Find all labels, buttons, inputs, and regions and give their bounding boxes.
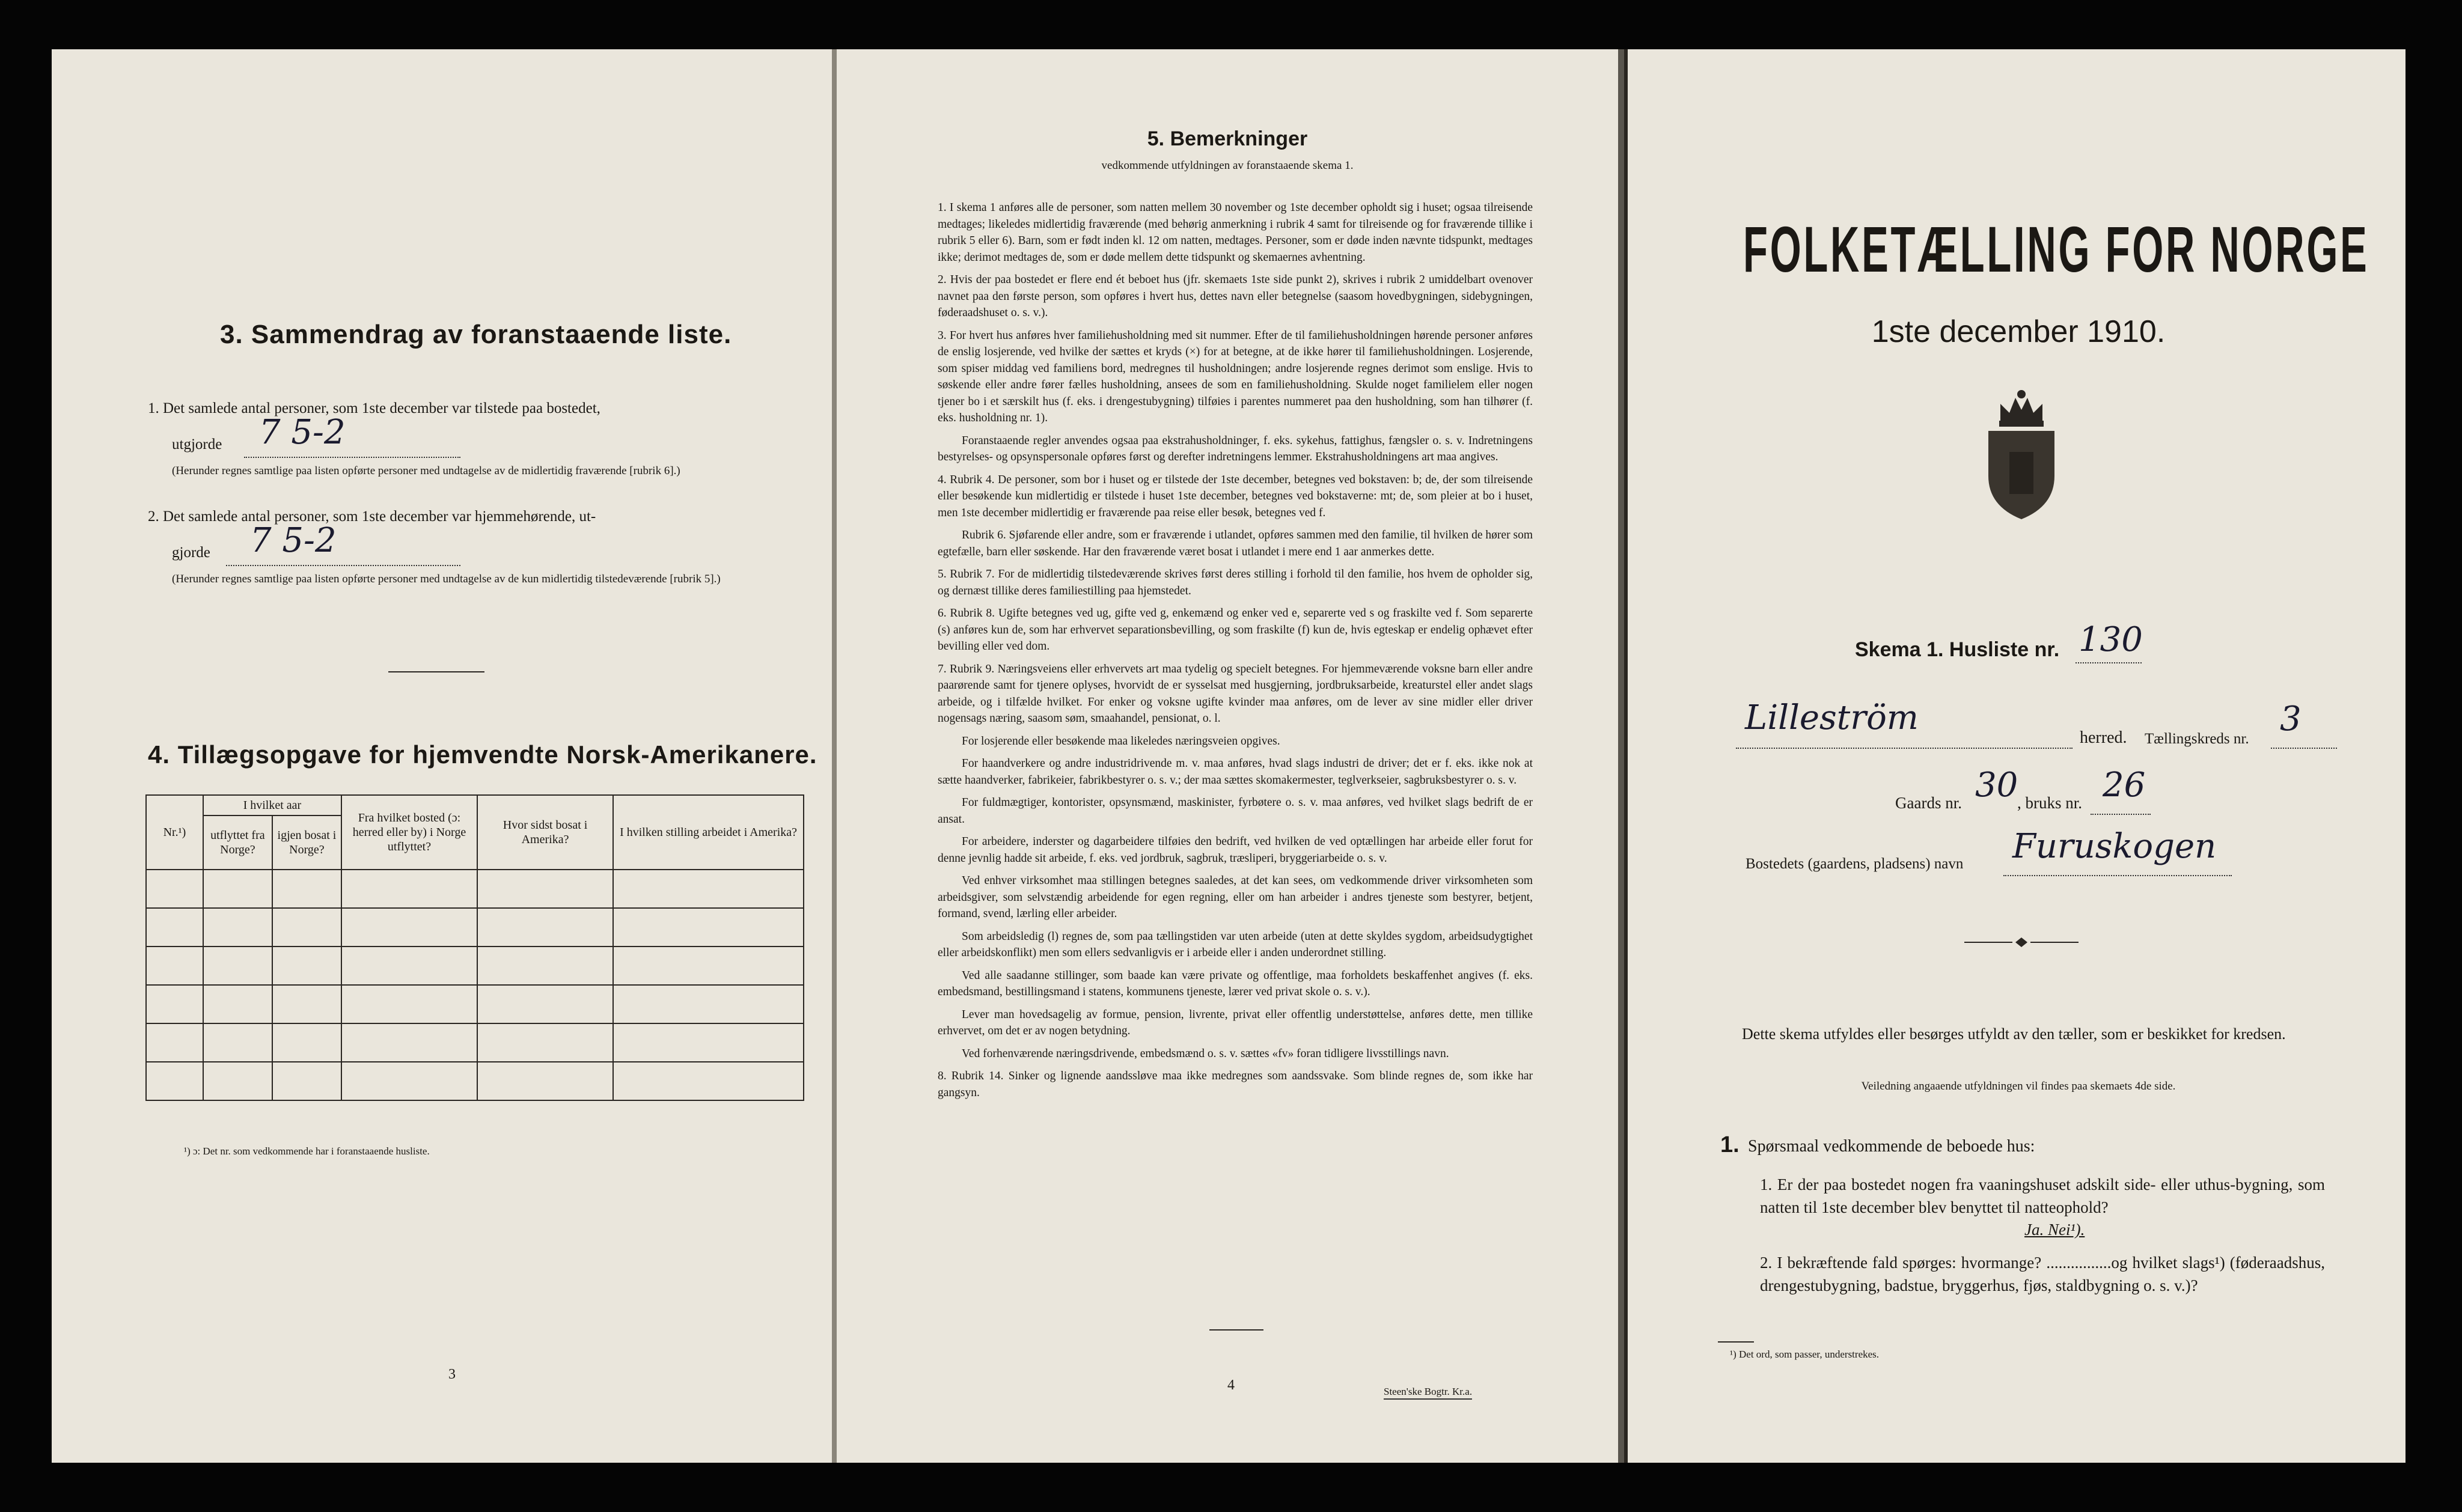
page-fold-left	[832, 49, 837, 1463]
remark-paragraph: 7. Rubrik 9. Næringsveiens eller erhvervets art maa tydelig og specielt betegnes. For hjemmeværende voksne barn eller andre paarørende samt for tjenere oplyses, hvorvidt de er sysselsat med husgjerning, jordbruksarbeide, kreaturstel eller andet slags arbeide, og i tilfælde hvilket. For enker og voksne ugifte kvinder maa anføres, om de lever av sine midler eller driver nogensags næring, saasom søm, smaahandel, pensionat, o. l.	[938, 662, 1533, 725]
page-fold-right	[1618, 49, 1624, 1463]
remarks-body	[938, 200, 1533, 1107]
herred-label: herred.	[2080, 728, 2127, 747]
cover-footnote: ¹) Det ord, som passer, understrekes.	[1730, 1349, 1880, 1360]
remark-paragraph: 2. Hvis der paa bostedet er flere end ét beboet hus (jfr. skemaets 1ste side punkt 2), skrives i rubrik 2 umiddelbart ovenover navnet paa den første person, som opføres i hvert hus, dettes navn eller betegnelse (saasom hovedbygningen, sidebygningen, føderaadshuset o. s. v.).	[938, 273, 1533, 319]
gaards-handwriting: 30	[1975, 766, 2018, 805]
bosted-label: Bostedets (gaardens, pladsens) navn	[1746, 856, 1964, 872]
bosted-handwriting: Furuskogen	[2012, 827, 2217, 866]
question-1-answer: Ja. Nei¹).	[2024, 1221, 2085, 1239]
page-cover	[1624, 49, 2405, 1463]
remark-paragraph: Ved forhenværende næringsdrivende, embedsmænd o. s. v. sættes «fv» foran tidligere livsstillings navn.	[962, 1047, 1449, 1060]
remark-paragraph: 3. For hvert hus anføres hver familiehusholdning med sit nummer. Efter de til familiehusholdningen hørende personer anføres de enslig losjerende, ved hvilke der sættes et kryds (×) for at betegne, at de ikke hører til familiehusholdningen. Losjerende, som spiser middag ved familiens bord, medregnes til husholdningen; andre losjerende regnes derimot som enslige. Hvis to søskende eller andre fører fælles husholdning, ansees de som en familiehusholdning. Skulde noget familielem eller nogen tjener bo i et særskilt hus (f. eks. i drengestubygning) tilføies i parentes nummeret paa den husholdning, som han tilhører (f. eks. husholdning nr. 1).	[938, 329, 1533, 424]
page-number-3: 3	[448, 1367, 456, 1382]
col-position: I hvilken stilling arbeidet i Amerika?	[613, 795, 804, 870]
col-nr: Nr.¹)	[146, 795, 203, 870]
table-footnote: ¹) ɔ: Det nr. som vedkommende har i foranstaaende husliste.	[184, 1145, 430, 1157]
col-returned: igjen bosat i Norge?	[272, 815, 341, 870]
section-4-title: 4. Tillægsopgave for hjemvendte Norsk-Amerikanere.	[148, 740, 817, 769]
remark-paragraph: 4. Rubrik 4. De personer, som bor i huset og er tilstede der 1ste december, betegnes ved bokstaven: b; de, der som tilreisende eller besøkende kun midlertidig er tilstede i huset 1ste december, betegnes ved bokstaverne: mt; de, som pleier at bo i huset, men 1ste december midlertidig er fraværende paa reise eller besøk, betegnes ved f.	[938, 473, 1533, 519]
table-row	[146, 1023, 804, 1062]
col-emigrated: utflyttet fra Norge?	[203, 815, 272, 870]
krets-label: Tællingskreds nr.	[2145, 731, 2249, 747]
remark-paragraph: For fuldmægtiger, kontorister, opsynsmænd, maskinister, fyrbøtere o. s. v. maa anføres, ved hvilket slags bedrift de er ansat.	[938, 796, 1533, 826]
remark-paragraph: Lever man hovedsagelig av formue, pension, livrente, privat eller offentlig understøttelse, anføres dette, men tillike erhvervet, om det er av nogen betydning.	[938, 1008, 1533, 1037]
col-year-group: I hvilket aar	[203, 795, 341, 815]
remark-paragraph: Ved alle saadanne stillinger, som baade kan være private og offentlige, maa forholdets beskaffenhet angives (f. eks. embedsmand, bestillingsmand i statens, kommunens tjeneste, lærer ved privat skole o. s. v.).	[938, 969, 1533, 998]
bruks-handwriting: 26	[2103, 766, 2146, 805]
remark-paragraph: 6. Rubrik 8. Ugifte betegnes ved ug, gifte ved g, enkemænd og enker ved e, separerte ved s og fraskilte ved f. Som separerte (s) anføres kun de, som har erhvervet separationsbevilling, og som fraskilte (f) kun de, hvis egteskap er endelig ophævet efter bevilling eller ved dom.	[938, 607, 1533, 653]
herred-handwriting: Lilleström	[1745, 698, 1919, 737]
krets-handwriting: 3	[2280, 700, 2302, 739]
table-row	[146, 870, 804, 908]
remarks-subtitle: vedkommende utfyldningen av foranstaaende skema 1.	[1101, 159, 1354, 172]
col-from: Fra hvilket bosted (ɔ: herred eller by) i Norge utflyttet?	[341, 795, 477, 870]
summary-item-2-text: 2. Det samlede antal personer, som 1ste december var hjemmehørende, ut-	[148, 508, 596, 525]
table-row	[146, 1062, 804, 1100]
section-3-title: 3. Sammendrag av foranstaaende liste.	[220, 320, 732, 349]
remarks-title: 5. Bemerkninger	[1147, 127, 1308, 150]
remark-paragraph: Foranstaaende regler anvendes ogsaa paa ekstrahusholdninger, f. eks. sykehus, fattighus, fængsler o. s. v. Indretningens bestyrelses- og opsynspersonale opføres først og derefter indretningens lemmer. Ekstrahusholdningens art maa angives.	[938, 434, 1533, 463]
question-heading-number: 1.	[1720, 1132, 1740, 1157]
gaards-label: Gaards nr.	[1895, 794, 1962, 812]
table-row	[146, 947, 804, 985]
remark-paragraph: For arbeidere, inderster og dagarbeidere tilføies den bedrift, ved hvilken de ved optællingen har arbeide eller forut for denne jevnlig hadde sit arbeide, f. eks. ved jordbruk, sagbruk, træsliperi, bryggeriarbeide o. s. v.	[938, 835, 1533, 865]
census-title: FOLKETÆLLING FOR NORGE	[1743, 213, 2369, 285]
printer-mark: Steen'ske Bogtr. Kr.a.	[1384, 1385, 1472, 1400]
remark-paragraph: 5. Rubrik 7. For de midlertidig tilstedeværende skrives først deres stilling i forhold til den familie, hos hvem de opholder sig, og dernæst tillike deres familiestilling paa hjemstedet.	[938, 568, 1533, 597]
guide-note: Veiledning angaaende utfyldningen vil findes paa skemaets 4de side.	[1861, 1080, 2176, 1093]
summary-item-1-note: (Herunder regnes samtlige paa listen opførte personer med undtagelse av de midlertidig fraværende [rubrik 6].)	[172, 465, 680, 477]
norsk-amerikanere-table	[145, 794, 804, 1101]
page-number-4: 4	[1227, 1377, 1235, 1393]
remark-paragraph: 8. Rubrik 14. Sinker og lignende aandssløve maa ikke medregnes som aandssvake. Som blinde regnes de, som ikke har gangsyn.	[938, 1070, 1533, 1099]
col-where: Hvor sidst bosat i Amerika?	[477, 795, 613, 870]
remark-paragraph: For haandverkere og andre industridrivende m. v. maa anføres, hvad slags industri de driver; det er f. eks. ikke nok at sætte haandverker, fabrikeier, fabrikbestyrer o. s. v.; der maa sættes skomakermester, teglverkseier, sagbruksbestyrer o. s. v.	[938, 757, 1533, 787]
skema-label: Skema 1. Husliste nr.	[1855, 638, 2060, 661]
question-1: 1. Er der paa bostedet nogen fra vaaningshuset adskilt side- eller uthus-bygning, som natten til 1ste december blev benyttet til natteophold?	[1760, 1175, 2325, 1216]
summary-item-1-prefix: utgjorde	[172, 436, 222, 453]
remark-paragraph: Som arbeidsledig (l) regnes de, som paa tællingstiden var uten arbeide (uten at dette skyldes sygdom, arbeidsudygtighet eller arbeidskonflikt) men som ellers sedvanligvis er i arbeide eller i anden underordnet stilling.	[938, 930, 1533, 959]
page-remarks	[837, 49, 1618, 1463]
census-date: 1ste december 1910.	[1871, 314, 2166, 349]
summary-item-2-note: (Herunder regnes samtlige paa listen opførte personer med undtagelse av de kun midlertidig tilstedeværende [rubrik 5].)	[172, 573, 721, 585]
summary-item-2-handwriting: 7 5-2	[250, 521, 337, 560]
coat-of-arms-icon	[1976, 386, 2066, 524]
divider	[1209, 1329, 1263, 1331]
question-2: 2. I bekræftende fald spørges: hvormange? ................og hvilket slags¹) (føderaadshus, drengestubygning, badstue, bryggerhus, fjøs, staldbygning o. s. v.)?	[1760, 1254, 2325, 1294]
table-row	[146, 908, 804, 947]
remark-paragraph: For losjerende eller besøkende maa likeledes næringsveien opgives.	[962, 734, 1280, 748]
question-heading: Spørsmaal vedkommende de beboede hus:	[1748, 1137, 2035, 1156]
fill-note: Dette skema utfyldes eller besørges utfyldt av den tæller, som er beskikket for kredsen.	[1742, 1025, 2286, 1043]
bruks-label: , bruks nr.	[2017, 794, 2082, 812]
ornament-icon	[1964, 935, 2079, 950]
remark-paragraph: Ved enhver virksomhet maa stillingen betegnes saaledes, at det kan sees, om vedkommende driver virksomheten som arbeidsgiver, som selvstændig arbeidende for egen regning, eller om han arbeider i andres tjeneste som bestyrer, betjent, formand, svend, lærling eller arbeider.	[938, 874, 1533, 920]
remark-paragraph: Rubrik 6. Sjøfarende eller andre, som er fraværende i utlandet, opføres sammen med den familie, til hvilken de hører som egtefælle, barn eller søskende. Har den fraværende været bosat i utlandet i mere end 1 aar anmerkes dette.	[938, 529, 1533, 558]
skema-number-handwriting: 130	[2079, 620, 2143, 659]
summary-item-2-prefix: gjorde	[172, 544, 210, 561]
summary-item-1-handwriting: 7 5-2	[259, 413, 346, 452]
divider	[388, 671, 484, 672]
table-row	[146, 985, 804, 1023]
summary-item-1-text: 1. Det samlede antal personer, som 1ste december var tilstede paa bostedet,	[148, 400, 600, 416]
page-summary	[52, 49, 834, 1463]
remark-paragraph: 1. I skema 1 anføres alle de personer, som natten mellem 30 november og 1ste december opholdt sig i huset; ogsaa tilreisende medtages; likeledes midlertidig fraværende (med behørig anmerkning i rubrik 4 samt for tilreisende og for fraværende tillike i rubrik 5 eller 6). Barn, som er født inden kl. 12 om natten, medtages. Personer, som er døde inden nævnte tidspunkt, medtages ikke; derimot medtages de, som er døde mellem dette tidspunkt og skemaernes avhentning.	[938, 201, 1533, 264]
